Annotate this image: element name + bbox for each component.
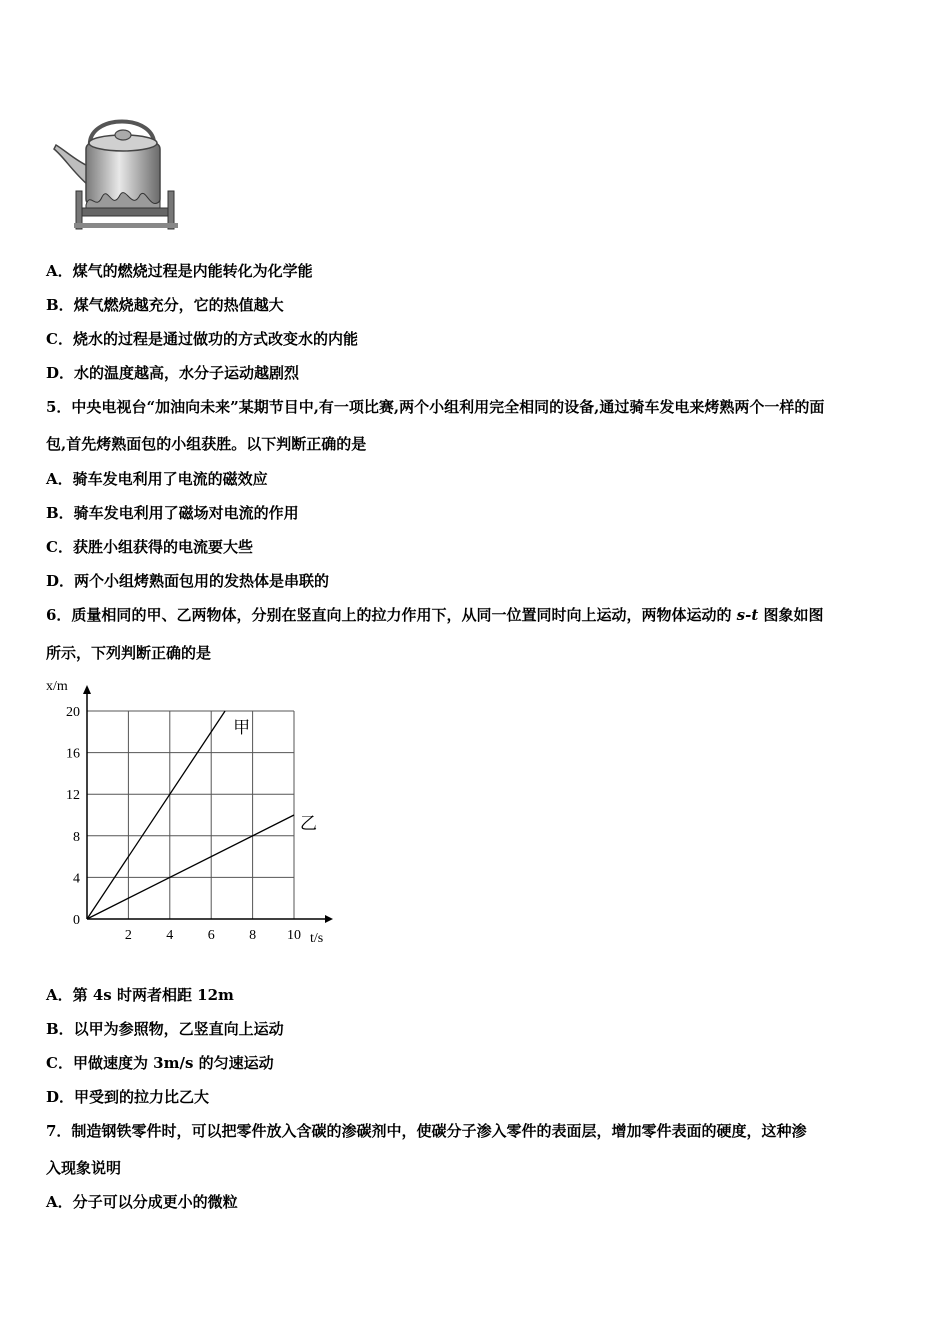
y-tick-label: 0	[73, 913, 80, 928]
series-line-jia	[87, 711, 225, 919]
y-tick-label: 16	[66, 746, 80, 762]
q5-option-a: A．骑车发电利用了电流的磁效应	[46, 470, 268, 488]
chart-axes	[83, 685, 333, 923]
q5-stem-line2: 包,首先烤熟面包的小组获胜。以下判断正确的是	[46, 435, 367, 453]
x-tick-label: 6	[207, 928, 215, 943]
q6-stem-line1	[46, 605, 824, 625]
y-tick-label: 8	[73, 829, 80, 845]
q6-option-b: B．以甲为参照物，乙竖直向上运动	[46, 1020, 284, 1038]
x-tick-label: 10	[287, 928, 301, 943]
kettle-on-stove-illustration	[50, 105, 185, 230]
series-label-yi: 乙	[300, 814, 317, 833]
series-line-yi	[87, 815, 294, 919]
q6-option-c: C．甲做速度为 3m/s 的匀速运动	[46, 1054, 274, 1072]
y-tick-label: 12	[66, 788, 80, 804]
q4-option-d: D．水的温度越高，水分子运动越剧烈	[46, 364, 300, 382]
q7-stem-line1: 7．制造钢铁零件时，可以把零件放入含碳的渗碳剂中，使碳分子渗入零件的表面层，增加零件表面的硬度，这种渗	[46, 1122, 807, 1140]
q4-option-a: A．煤气的燃烧过程是内能转化为化学能	[46, 262, 313, 280]
x-axis-arrow	[325, 915, 333, 923]
y-tick-label: 20	[66, 705, 80, 720]
q5-option-b: B．骑车发电利用了磁场对电流的作用	[46, 504, 299, 522]
q7-option-a: A．分子可以分成更小的微粒	[46, 1193, 238, 1211]
q6-st-symbol: s-t	[736, 606, 759, 624]
x-tick-label: 4	[166, 928, 174, 943]
q6-stem-text: 6．质量相同的甲、乙两物体，分别在竖直向上的拉力作用下，从同一位置同时向上运动，两物体运动的	[46, 606, 737, 624]
q6-stem-text-end: 图象如图	[758, 606, 824, 624]
q5-stem-line1: 5．中央电视台“加油向未来”某期节目中,有一项比赛,两个小组利用完全相同的设备,通过骑车发电来烤熟两个一样的面	[46, 398, 825, 416]
q4-option-c: C．烧水的过程是通过做功的方式改变水的内能	[46, 330, 358, 348]
x-tick-label: 2	[124, 928, 132, 943]
q4-option-b: B．煤气燃烧越充分，它的热值越大	[46, 296, 284, 314]
y-axis-arrow	[83, 685, 91, 694]
x-tick-label: 8	[249, 928, 257, 943]
q6-option-d: D．甲受到的拉力比乙大	[46, 1088, 210, 1106]
s-t-graph	[40, 672, 340, 957]
q6-option-a: A．第 4s 时两者相距 12m	[46, 986, 234, 1004]
chart-grid	[87, 711, 294, 919]
q5-option-d: D．两个小组烤熟面包用的发热体是串联的	[46, 572, 330, 590]
q6-stem-line2: 所示，下列判断正确的是	[46, 644, 212, 662]
q5-option-c: C．获胜小组获得的电流要大些	[46, 538, 253, 556]
y-axis-label: x/m	[46, 679, 68, 694]
x-axis-label: t/s	[310, 931, 324, 946]
y-tick-label: 4	[73, 871, 80, 887]
series-label-jia: 甲	[233, 718, 251, 737]
q7-stem-line2: 入现象说明	[46, 1159, 122, 1177]
